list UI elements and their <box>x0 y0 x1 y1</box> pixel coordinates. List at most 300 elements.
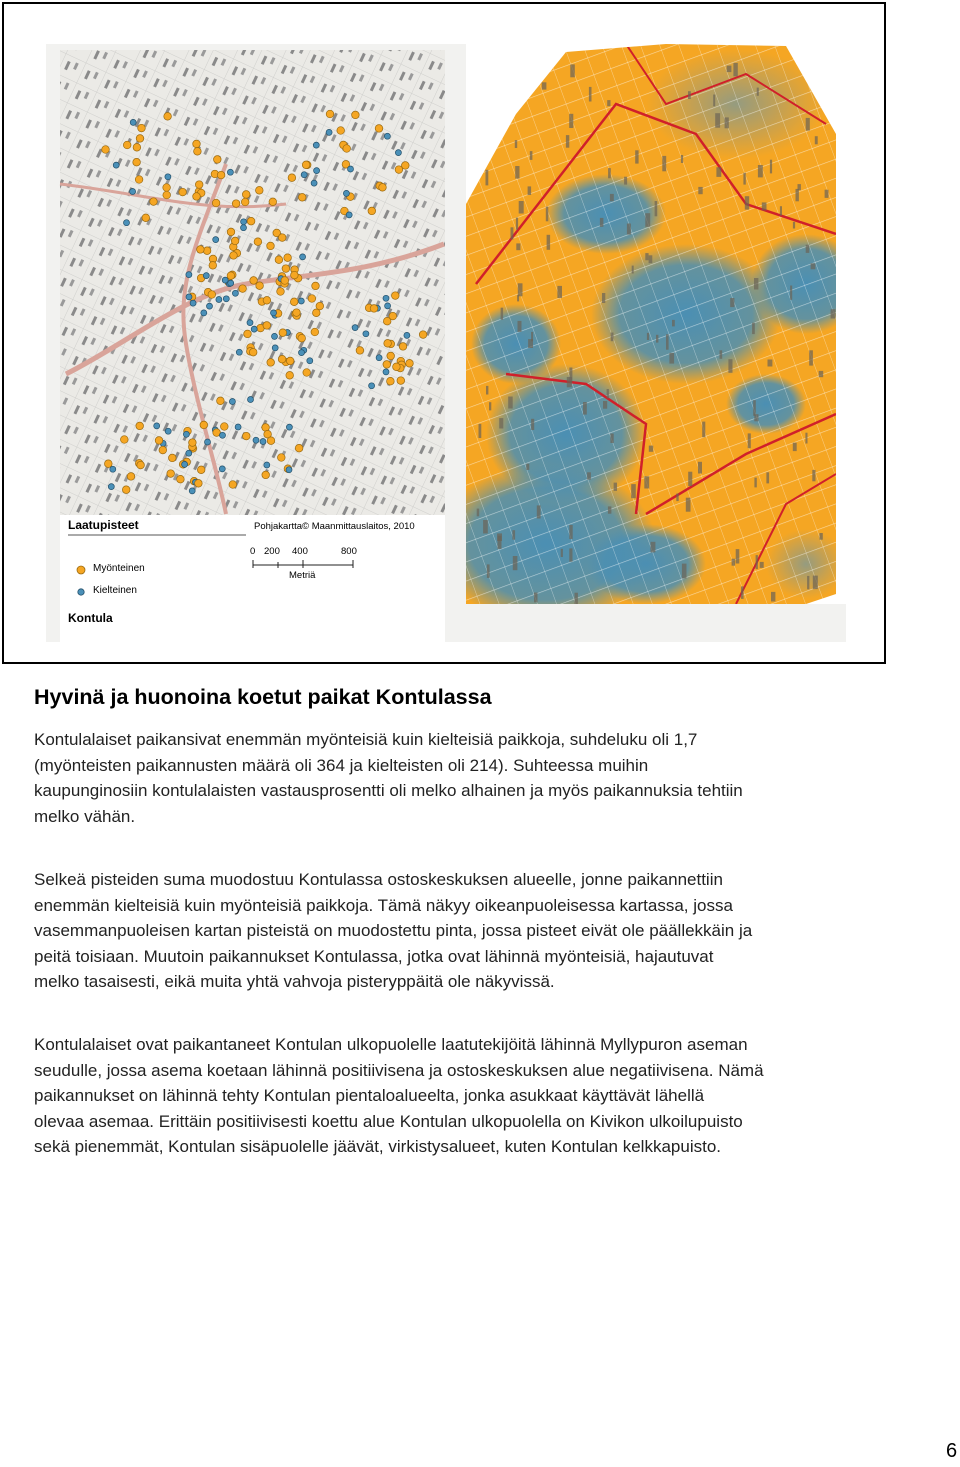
building <box>508 397 513 409</box>
negative-point <box>271 310 277 316</box>
building <box>716 167 721 177</box>
building <box>647 333 649 340</box>
paragraph-line: sekä pienemmät, Kontulan sisäpuolelle jäävät, virkistysalueet, kuten Kontulan kelkkapuisto. <box>34 1137 721 1156</box>
building <box>754 478 756 488</box>
negative-point <box>272 333 278 339</box>
negative-point <box>251 326 257 332</box>
negative-point <box>404 332 410 338</box>
building <box>780 206 782 215</box>
negative-point <box>326 129 332 135</box>
positive-swatch <box>77 566 85 574</box>
building <box>745 196 749 209</box>
negative-point <box>213 237 219 243</box>
negative-point <box>222 277 228 283</box>
building <box>754 278 758 290</box>
negative-point <box>260 439 266 445</box>
positive-point <box>163 184 171 192</box>
positive-point <box>397 377 405 385</box>
negative-point <box>205 439 211 445</box>
building <box>603 401 607 409</box>
building <box>528 339 533 348</box>
positive-point <box>135 176 143 184</box>
positive-point <box>123 141 131 149</box>
building <box>516 218 518 230</box>
positive-point <box>256 187 264 195</box>
negative-point <box>383 295 389 301</box>
right-map <box>436 44 846 624</box>
negative-point <box>286 467 292 473</box>
positive-point <box>209 262 217 270</box>
building <box>501 308 504 320</box>
negative-point <box>352 325 358 331</box>
positive-point <box>242 191 250 199</box>
building <box>569 548 572 561</box>
building <box>526 464 529 470</box>
building <box>748 433 751 448</box>
building <box>770 160 772 174</box>
positive-point <box>127 473 135 481</box>
building <box>645 253 648 260</box>
building <box>752 323 755 334</box>
negative-point <box>186 450 192 456</box>
building <box>809 350 813 365</box>
building <box>607 389 609 399</box>
building <box>771 592 775 602</box>
negative-point <box>227 169 233 175</box>
building <box>611 333 614 342</box>
negative-point <box>369 383 375 389</box>
legend-title: Laatupisteet <box>68 518 139 532</box>
positive-point <box>375 125 383 133</box>
negative-point <box>229 399 235 405</box>
positive-point <box>278 234 286 242</box>
building <box>805 433 807 444</box>
building <box>753 400 756 416</box>
building <box>600 218 604 227</box>
positive-point <box>263 322 271 330</box>
negative-point <box>363 331 369 337</box>
building <box>669 353 674 364</box>
building <box>807 576 809 589</box>
building <box>575 593 578 609</box>
negative-point <box>272 345 278 351</box>
negative-point <box>346 212 352 218</box>
building <box>486 386 488 395</box>
building <box>825 190 829 198</box>
building <box>698 462 702 474</box>
positive-point <box>136 135 144 143</box>
building <box>681 155 683 163</box>
building <box>519 201 524 214</box>
building <box>756 555 758 569</box>
paragraph-line: melko vähän. <box>34 806 136 826</box>
building <box>713 95 715 107</box>
negative-point <box>247 320 253 326</box>
positive-point <box>399 343 407 351</box>
negative-point <box>300 254 306 260</box>
positive-point <box>232 200 240 208</box>
negative-point <box>207 303 213 309</box>
negative-point <box>343 190 349 196</box>
negative-point <box>253 437 259 443</box>
building <box>624 177 627 185</box>
positive-point <box>402 162 410 170</box>
positive-point <box>203 247 211 255</box>
paragraph-line: enemmän kielteisiä kuin myönteisiä paikkoja. Tämä näkyy oikeanpuoleisessa kartassa, jossa <box>34 895 733 915</box>
building <box>651 542 656 553</box>
building <box>542 82 547 89</box>
positive-point <box>352 111 360 119</box>
building <box>561 549 563 557</box>
building <box>760 562 764 568</box>
positive-point <box>298 334 306 342</box>
building <box>537 505 541 518</box>
building <box>534 593 538 603</box>
building <box>762 202 767 210</box>
negative-point <box>130 119 136 125</box>
building <box>497 533 502 541</box>
negative-point <box>313 142 319 148</box>
building <box>768 360 773 367</box>
positive-point <box>249 348 257 356</box>
positive-point <box>193 193 201 201</box>
building <box>702 422 705 438</box>
negative-point <box>311 180 317 186</box>
positive-point <box>293 309 301 317</box>
positive-point <box>150 198 158 206</box>
positive-point <box>197 466 205 474</box>
positive-point <box>230 252 238 260</box>
building <box>516 243 520 250</box>
building <box>728 359 732 373</box>
building <box>686 498 691 512</box>
negative-point <box>220 432 226 438</box>
building <box>793 443 797 451</box>
positive-point <box>278 355 286 363</box>
building <box>627 224 631 235</box>
building <box>569 525 572 539</box>
building <box>530 151 533 160</box>
positive-point <box>169 454 177 462</box>
positive-point <box>419 331 427 339</box>
positive-point <box>195 480 203 488</box>
positive-point <box>195 181 203 189</box>
building <box>610 194 614 201</box>
building <box>566 135 569 148</box>
building <box>736 549 740 563</box>
positive-point <box>244 330 252 338</box>
negative-point <box>314 168 320 174</box>
positive-point <box>370 305 378 313</box>
paragraph-line: melko tasaisesti, eikä muita yhtä vahvoja pisteryppäitä ole näkyvissä. <box>34 972 555 991</box>
positive-point <box>231 237 239 245</box>
paragraph-2 <box>34 867 934 995</box>
negative-point <box>189 488 195 494</box>
negative-point <box>248 397 254 403</box>
positive-point <box>312 282 320 290</box>
building <box>528 186 532 195</box>
building <box>656 335 658 343</box>
paragraph-1 <box>34 727 934 829</box>
building <box>518 283 523 296</box>
positive-point <box>217 171 225 179</box>
positive-point <box>279 329 287 337</box>
legend-label-positive: Myönteinen <box>93 563 145 574</box>
paragraph-line: Kontulalaiset paikansivat enemmän myönteisiä kuin kielteisiä paikkoja, suhdeluku oli 1,7 <box>34 730 698 749</box>
negative-point <box>348 166 354 172</box>
building <box>589 87 592 102</box>
positive-point <box>387 377 395 385</box>
positive-point <box>133 144 141 152</box>
building <box>698 187 702 194</box>
negative-point <box>113 162 119 168</box>
positive-point <box>278 454 286 462</box>
negative-point <box>108 484 114 490</box>
positive-point <box>393 363 401 371</box>
negative-point <box>110 466 116 472</box>
building <box>682 564 687 579</box>
negative-point <box>384 133 390 139</box>
building <box>477 509 480 517</box>
positive-point <box>133 158 141 166</box>
legend-label-negative: Kielteinen <box>93 585 137 596</box>
building <box>754 414 758 421</box>
building <box>820 533 823 540</box>
building <box>811 263 816 269</box>
place-name: Kontula <box>68 611 113 625</box>
positive-point <box>290 298 298 306</box>
building <box>715 113 720 128</box>
building <box>635 150 638 163</box>
page-number: 6 <box>946 1440 958 1462</box>
negative-point <box>183 431 189 437</box>
negative-point <box>190 300 196 306</box>
positive-point <box>136 422 144 430</box>
building <box>631 484 636 498</box>
negative-point <box>383 369 389 375</box>
positive-point <box>288 174 296 182</box>
positive-point <box>214 156 222 164</box>
building <box>569 114 573 128</box>
negative-point <box>201 310 207 316</box>
negative-point <box>124 220 130 226</box>
positive-point <box>384 340 392 348</box>
building <box>793 222 795 229</box>
negative-point <box>298 298 304 304</box>
negative-point <box>182 461 188 467</box>
positive-point <box>239 285 247 293</box>
building <box>662 156 666 171</box>
positive-point <box>155 437 163 445</box>
positive-point <box>137 461 145 469</box>
positive-point <box>217 397 225 405</box>
positive-point <box>194 148 202 156</box>
building <box>610 434 613 444</box>
positive-point <box>197 246 205 254</box>
positive-point <box>256 282 264 290</box>
positive-point <box>247 217 255 225</box>
negative-point <box>165 428 171 434</box>
building <box>557 286 562 298</box>
paragraph-line: seudulle, jossa asema koetaan lähinnä positiivisena ja ostoskeskuksen alue negatiivisena. Nämä <box>34 1060 764 1080</box>
map-graphics <box>46 44 846 642</box>
positive-point <box>177 475 185 483</box>
negative-point <box>203 273 209 279</box>
positive-point <box>167 470 175 478</box>
map-credit: Pohjakartta© Maanmittauslaitos, 2010 <box>254 521 415 532</box>
negative-point <box>154 423 160 429</box>
building <box>512 530 515 540</box>
positive-point <box>298 194 306 202</box>
positive-point <box>303 369 311 377</box>
negative-point <box>301 172 307 178</box>
negative-point <box>385 303 391 309</box>
positive-point <box>229 481 237 489</box>
negative-point <box>186 272 192 278</box>
negative-point <box>235 424 241 430</box>
building <box>743 173 745 185</box>
negative-point <box>236 349 242 355</box>
positive-point <box>267 242 275 250</box>
positive-point <box>189 439 197 447</box>
negative-point <box>223 296 229 302</box>
building <box>587 472 591 479</box>
positive-point <box>282 265 290 273</box>
building <box>655 201 658 216</box>
negative-point <box>241 225 247 231</box>
building <box>831 309 836 318</box>
building <box>486 170 489 186</box>
scale-tick-800: 800 <box>341 546 357 557</box>
positive-point <box>250 277 258 285</box>
building <box>649 255 653 263</box>
paragraph-line: kaupunginosiin kontulalaisten vastausprosentti oli melko alhainen ja myös paikannuksia tehtiin <box>34 781 743 800</box>
positive-point <box>302 161 310 169</box>
positive-point <box>102 146 110 154</box>
building <box>614 483 617 491</box>
building <box>531 419 534 430</box>
building <box>608 506 612 513</box>
negative-point <box>165 174 171 180</box>
positive-point <box>356 347 364 355</box>
building <box>732 559 736 566</box>
positive-point <box>263 297 271 305</box>
scale-unit: Metriä <box>289 570 316 581</box>
building <box>733 63 737 76</box>
negative-point <box>130 189 136 195</box>
positive-point <box>383 317 391 325</box>
building <box>570 64 575 77</box>
building <box>632 266 634 274</box>
positive-point <box>284 254 292 262</box>
positive-point <box>243 432 251 440</box>
positive-point <box>164 113 172 121</box>
building <box>515 140 517 148</box>
paragraph-line: Selkeä pisteiden suma muodostuu Kontulassa ostoskeskuksen alueelle, jonne paikannettiin <box>34 870 723 889</box>
building <box>649 446 653 452</box>
positive-point <box>313 309 321 317</box>
positive-point <box>406 360 414 368</box>
positive-point <box>379 184 387 192</box>
positive-point <box>368 207 376 215</box>
positive-point <box>227 272 235 280</box>
positive-point <box>383 361 391 369</box>
positive-point <box>163 191 171 199</box>
paragraph-3 <box>34 1032 934 1160</box>
positive-point <box>193 140 201 148</box>
positive-point <box>105 460 113 468</box>
building <box>727 66 732 73</box>
positive-point <box>138 124 146 132</box>
building <box>644 476 649 488</box>
paragraph-line: paikannukset on lähinnä tehty Kontulan pientaloalueelta, jonka asukkaat käyttävät lähellä <box>34 1086 705 1105</box>
positive-point <box>267 437 275 445</box>
positive-point <box>295 444 303 452</box>
positive-point <box>291 271 299 279</box>
building <box>757 88 759 96</box>
map-panel <box>46 44 846 642</box>
positive-point <box>337 127 345 135</box>
positive-point <box>326 110 334 118</box>
positive-point <box>308 295 316 303</box>
building <box>720 350 723 359</box>
building <box>602 293 605 303</box>
building <box>766 472 769 483</box>
positive-point <box>159 446 167 454</box>
positive-point <box>286 372 294 380</box>
paragraph-line: (myönteisten paikannusten määrä oli 364 ja kielteisten oli 214). Suhteessa muihin <box>34 755 649 775</box>
building <box>515 166 519 179</box>
negative-point <box>241 219 247 225</box>
scale-tick-200: 200 <box>264 546 280 557</box>
building <box>688 91 691 99</box>
negative-point <box>376 355 382 361</box>
page-title: Hyvinä ja huonoina koetut paikat Kontulassa <box>34 685 492 709</box>
positive-point <box>221 423 229 431</box>
negative-point <box>186 294 192 300</box>
building <box>569 368 572 383</box>
building <box>546 207 549 222</box>
negative-point <box>219 466 225 472</box>
negative-point <box>264 462 270 468</box>
positive-point <box>179 188 187 196</box>
positive-point <box>311 328 319 336</box>
building <box>806 245 810 253</box>
building <box>672 320 675 327</box>
positive-point <box>286 357 294 365</box>
building <box>608 168 611 178</box>
paragraph-line: peitä toisiaan. Muutoin paikannukset Kontulassa, jotka ovat lähinnä myönteisiä, hajautuvat <box>34 946 714 966</box>
positive-point <box>142 214 150 222</box>
paragraph-line: vasemmanpuoleisen kartan pisteistä on muodostettu pinta, jossa pisteet eivät ole päällekkäin ja <box>34 921 753 940</box>
negative-point <box>232 290 238 296</box>
map-figure <box>2 2 886 664</box>
building <box>725 117 729 128</box>
building <box>676 494 678 502</box>
negative-swatch <box>78 589 84 595</box>
negative-point <box>395 150 401 156</box>
positive-point <box>281 277 289 285</box>
positive-point <box>200 421 208 429</box>
positive-point <box>212 199 220 207</box>
positive-point <box>122 486 130 494</box>
positive-point <box>241 198 249 206</box>
building <box>607 100 610 106</box>
building <box>796 189 799 201</box>
scale-tick-0: 0 <box>250 546 256 557</box>
building <box>819 371 824 377</box>
building <box>815 136 818 144</box>
